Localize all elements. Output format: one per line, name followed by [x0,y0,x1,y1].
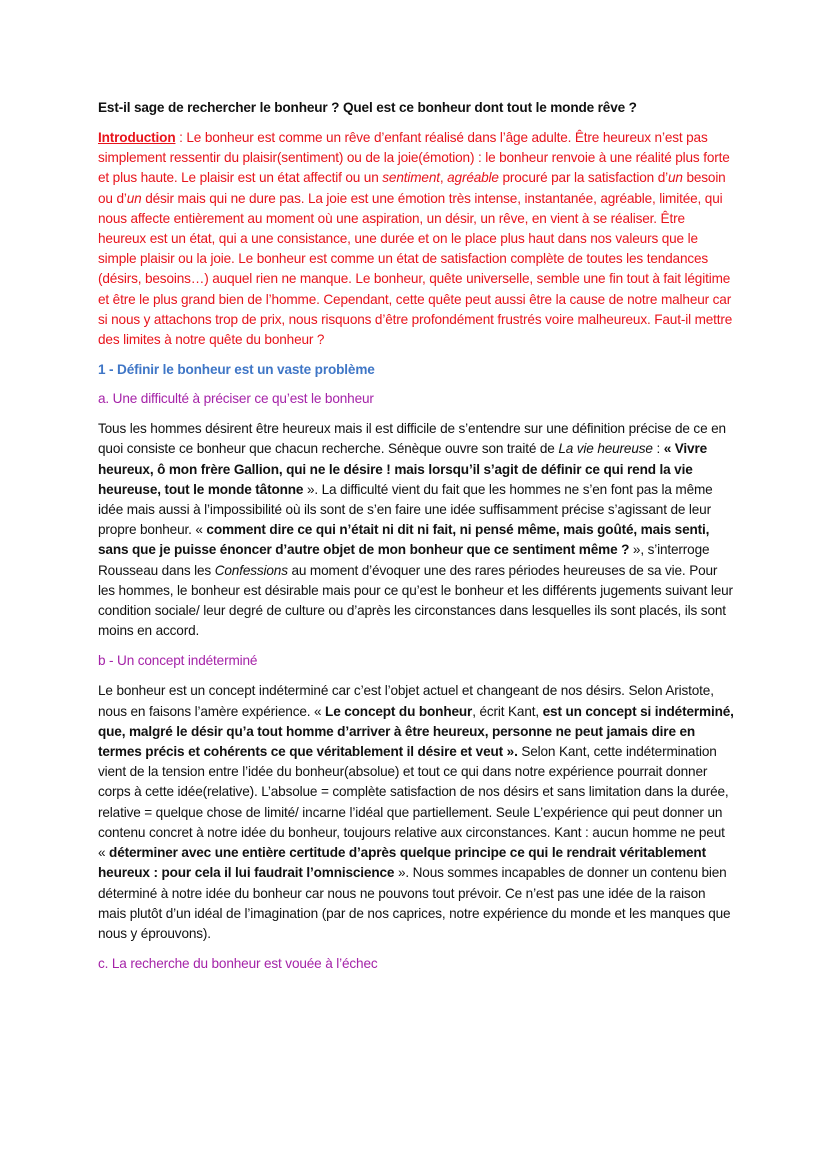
text-run: , écrit Kant, [472,703,543,719]
text-run: ». Nous sommes incapables de donner un contenu bien déterminé à notre idée du bonheur car nous ne pouvons tout prévoir. Ce n’est pas une idée de la raison mais plutôt d’un idéal de l’imagination (par de nos caprices, notre expérience du monde et les manques que nous y éprouvons). [98,865,731,941]
rousseau-quote: comment dire ce qui n’était ni dit ni fait, ni pensé même, mais goûté, mais senti, sans que je puisse énoncer d’autre objet de mon bonheur que ce sentiment même ? [98,522,710,558]
italic-run: agréable [447,170,499,186]
section-1-heading: 1 - Définir le bonheur est un vaste problème [98,362,375,378]
document-title: Est-il sage de rechercher le bonheur ? Quel est ce bonheur dont tout le monde rêve ? [98,100,637,115]
introduction-label: Introduction [98,130,176,145]
subsection-b-heading: b - Un concept indéterminé [98,653,258,669]
text-run: ». La difficulté vient du fait que les hommes ne s’en font pas la même idée mais aussi à l’impossibilité où ils sont de s’en faire une idée suffisamment précise s’agissant de leur propre bonheur. « [98,481,713,538]
text-run: : [652,441,664,457]
text-run: », s’interroge Rousseau dans les [98,542,710,578]
text-run: au moment d’évoquer une des rares périodes heureuses de sa vie. Pour les hommes, le bonheur est désirable mais pour ce qu’est le bonheur et les différents jugements suivant leur condition sociale/ leur degré de culture ou d’après les circonstances dans lesquelles ils sont placés, ils sont moins en accord. [98,562,733,639]
italic-run: sentiment [382,170,440,186]
document-page [98,98,734,984]
text-run: , [439,170,448,186]
subsection-a-heading: a. Une difficulté à préciser ce qu’est le bonheur [98,391,374,407]
kant-quote-part-1: Le concept du bonheur [325,703,473,719]
subsection-b-paragraph [98,681,734,944]
book-title-la-vie-heureuse: La vie heureuse [558,441,653,457]
text-run: Tous les hommes désirent être heureux mais il est difficile de s’entendre sur une définition précise de ce en quoi consiste ce bonheur que chacun recherche. Sénèque ouvre son traité de [98,421,726,457]
italic-run: un [126,190,142,206]
text-run: : [175,130,187,145]
kant-quote-part-2: est un concept si indéterminé, que, malgré le désir qu’a tout homme d’arriver à être heureux, personne ne peut jamais dire en termes précis et cohérents ce que véritablement il désire et veut ». [98,703,734,760]
text-run: Le bonheur est comme un rêve d’enfant réalisé dans l’âge adulte. Être heureux n’est pas simplement ressentir du plaisir(sentiment) ou de la joie(émotion) : le bonheur renvoie à une réalité plus forte et plus haute. Le plaisir est un état affectif ou un [98,130,730,186]
text-run: besoin ou d’ [98,170,726,206]
italic-run: un [667,170,683,186]
subsection-a-paragraph [98,419,734,641]
seneque-quote: « Vivre heureux, ô mon frère Gallion, qui ne le désire ! mais lorsqu’il s’agit de définir ce qui rend la vie heureuse, tout le monde tâtonne [98,441,708,497]
introduction-paragraph [98,128,734,350]
book-title-confessions: Confessions [214,562,288,578]
text-run: procuré par la satisfaction d’ [498,170,668,186]
subsection-c-heading: c. La recherche du bonheur est vouée à l’échec [98,956,378,972]
text-run: Selon Kant, cette indétermination vient de la tension entre l’idée du bonheur(absolue) et tout ce qui dans notre expérience pourrait donner corps à cette idée(relative). L’absolue = complète satisfaction de nos désirs et sans limitation dans la durée, relative = quelque chose de limité/ incarne l’idéal que partiellement. Seule L’expérience qui peut donner un contenu concret à notre idée du bonheur, toujours relative aux circonstances. Kant : aucun homme ne peut « [98,744,729,861]
text-run: désir mais qui ne dure pas. La joie est une émotion très intense, instantanée, agréable, limitée, qui nous affecte entièrement au moment où une aspiration, un désir, un rêve, en vient à se réaliser. Être heureux est un état, qui a une consistance, une durée et on le place plus haut dans nos valeurs que le simple plaisir ou la joie. Le bonheur est comme un état de satisfaction complète de toutes les tendances (désirs, besoins…) auquel rien ne manque. Le bonheur, quête universelle, semble une fin tout à fait légitime et être le plus grand bien de l’homme. Cependant, cette quête peut aussi être la cause de notre malheur car si nous y attachons trop de prix, nous risquons d’être profondément frustrés voire malheureux. Faut-il mettre des limites à notre quête du bonheur ? [98,190,733,348]
kant-quote-omniscience: déterminer avec une entière certitude d’après quelque principe ce qui le rendrait véritablement heureux : pour cela il lui faudrait l’omniscience [98,845,706,881]
text-run: Le bonheur est un concept indéterminé car c’est l’objet actuel et changeant de nos désirs. Selon Aristote, nous en faisons l’amère expérience. « [98,683,714,719]
